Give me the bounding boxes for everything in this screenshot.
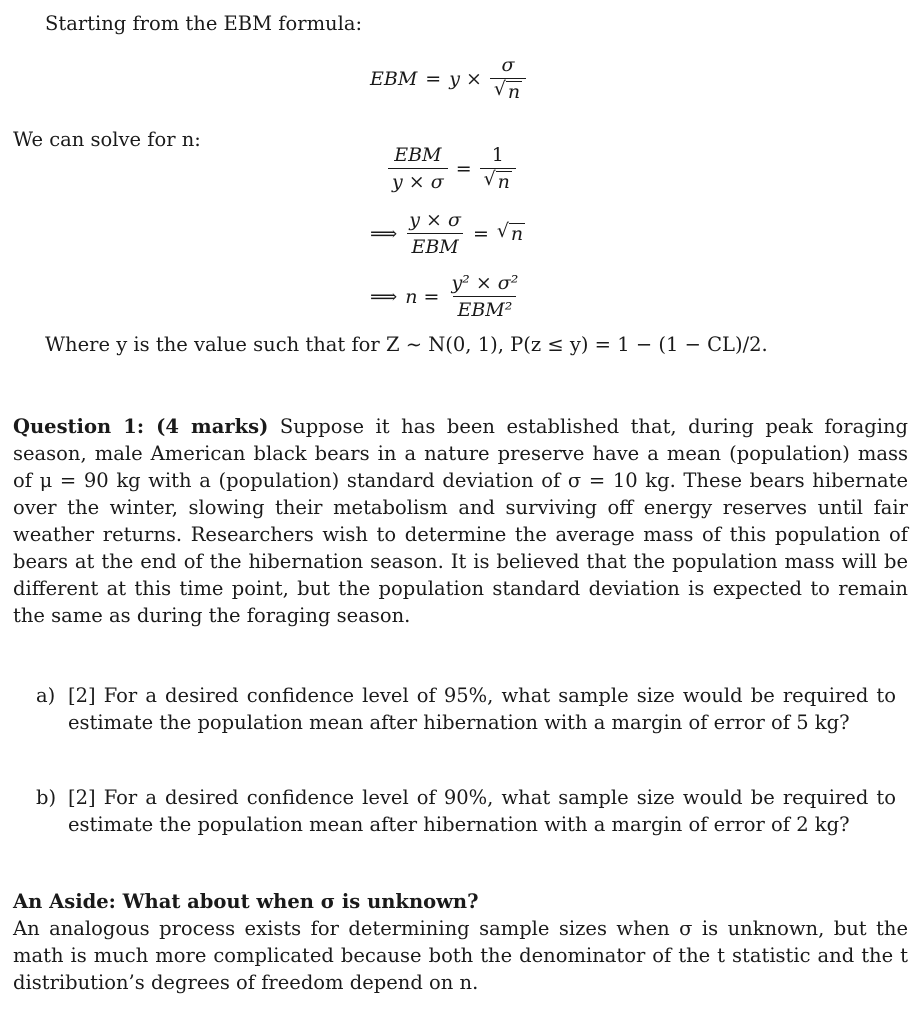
frac-numerator: EBM — [394, 144, 442, 166]
intro-starting-text: Starting from the EBM formula: — [45, 12, 363, 35]
formula-equals: = — [472, 222, 489, 245]
question-1-body: Suppose it has been established that, during peak foraging season, male American black bears in a nature preserve have a mean (population) mass of μ = 90 kg with a (population) standard deviation of σ = 10 kg. These bears hibernate over the winter, slowing their metabolism and surviving off energy reserves until fair weather returns. Researchers wish to determine the average mass of this population of bears at the end of the hibernation season. It is believed that the population mass will be different at this time point, but the population standard deviation is expected to remain the same as during the foraging season. — [13, 415, 908, 627]
part-b-text: [2] For a desired confidence level of 90%, what sample size would be required to estimate the population mean after hibernation with a margin of error of 2 kg? — [68, 786, 896, 836]
y-sigma-over-ebm — [405, 207, 465, 260]
sqrt-symbol: √ — [496, 219, 509, 242]
one-over-root-n — [480, 142, 516, 195]
intro-solve-text: We can solve for n: — [13, 128, 201, 151]
implies-arrow: ⟹ — [370, 222, 398, 245]
sqrt-n — [496, 219, 525, 245]
derivation-step-1 — [388, 142, 516, 195]
frac-denominator: EBM² — [453, 296, 516, 323]
part-b-label: b) — [36, 786, 57, 809]
frac-denominator: y × σ — [388, 168, 448, 195]
ebm-formula — [370, 52, 526, 105]
sqrt-symbol: √ — [483, 168, 496, 190]
aside-section — [13, 888, 908, 996]
derivation-step-3 — [370, 270, 522, 323]
frac-numerator: y² × σ² — [451, 272, 519, 294]
sqrt-n — [484, 169, 512, 195]
part-a-text: [2] For a desired confidence level of 95%, what sample size would be required to estimate the population mean after hibernation with a margin of error of 5 kg? — [68, 684, 896, 734]
sqrt-radicand: n — [510, 222, 524, 245]
formula-equals: = — [455, 157, 472, 180]
frac-denominator — [480, 168, 516, 195]
question-1-heading: Question 1: (4 marks) — [13, 415, 269, 438]
sqrt-n — [494, 79, 522, 105]
sqrt-radicand: n — [507, 81, 521, 103]
frac-numerator: 1 — [491, 144, 504, 166]
implies-arrow: ⟹ — [370, 285, 398, 308]
frac-numerator: y × σ — [409, 209, 461, 231]
frac-numerator: σ — [501, 54, 515, 76]
derivation-step-2 — [370, 207, 525, 260]
part-a-label: a) — [36, 684, 56, 707]
aside-body: An analogous process exists for determining sample sizes when σ is unknown, but the math is much more complicated because both the denominator of the t statistic and the t distribution’s degrees of freedom depend on n. — [13, 917, 908, 994]
aside-heading: An Aside: What about when σ is unknown? — [13, 890, 479, 913]
where-definition-line: Where y is the value such that for Z ∼ N(0, 1), P(z ≤ y) = 1 − (1 − CL)/2. — [45, 333, 768, 356]
sqrt-symbol: √ — [493, 78, 507, 100]
question-1 — [13, 413, 908, 629]
formula-ebm: EBM — [370, 67, 418, 90]
n-solution-fraction — [447, 270, 522, 323]
formula-equals: = — [425, 67, 442, 90]
formula-y-times: y × — [449, 67, 482, 90]
ebm-over-y-sigma — [388, 142, 448, 195]
sigma-over-root-n — [490, 52, 526, 105]
frac-denominator — [490, 78, 526, 105]
n-equals: n = — [405, 285, 440, 308]
frac-denominator: EBM — [407, 233, 462, 260]
sqrt-radicand: n — [497, 171, 510, 193]
